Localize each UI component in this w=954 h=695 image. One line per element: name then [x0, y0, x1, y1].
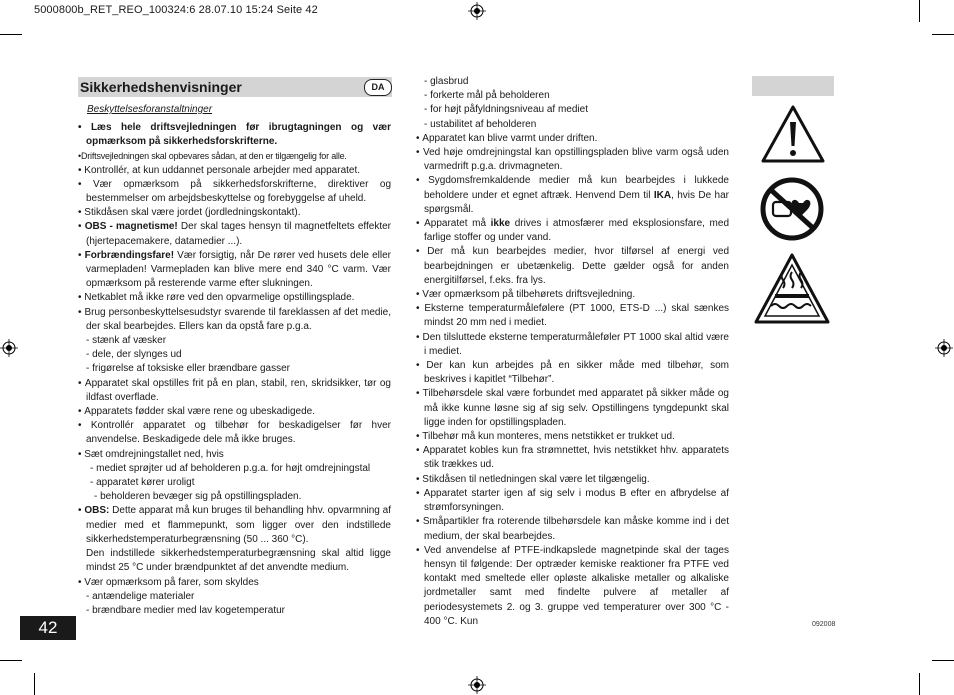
- list-item: • OBS: Dette apparat må kun bruges til behandling hhv. opvarmning af medier med et flammepunkt, som ligger over den indstillede sikkerhedstemperaturbegrænsning (50 ... 360 °C).: [78, 505, 391, 545]
- sub-item: - forkerte mål på beholderen: [424, 90, 550, 102]
- list-item: • Brug personbeskyttelsesudstyr svarende til fareklassen af det medie, der skal bearbejdes. Ellers kan da opstå fare p.g.a.: [78, 306, 392, 332]
- list-item: • Vær opmærksom på sikkerhedsforskrifterne, direktiver og bestemmelser om arbejdsbeskyttelse og forebyggelse af uheld.: [78, 178, 392, 205]
- list-item: • OBS - magnetisme! Der skal tages hensyn til magnetfeltets effekter (hjertepacemakere, datamedier ...).: [78, 221, 392, 247]
- registration-mark-icon: [935, 339, 953, 357]
- list-item: • Apparatet kobles kun fra strømnettet, hvis netstikket hhv. apparatets stik trækkes ud.: [416, 445, 729, 471]
- list-item: • Stikdåsen skal være jordet (jordledningskontakt).: [78, 207, 301, 219]
- list-item: • Kontrollér, at kun uddannet personale arbejder med apparatet.: [78, 164, 361, 176]
- list-item: • Forbrændingsfare! Vær forsigtig, når De rører ved husets dele eller varmepladen! Varmepladen kan blive mere end 340 °C varm. Vær opmærksom på resterende varme efter slukningen.: [78, 249, 391, 290]
- crop-mark: [0, 34, 22, 35]
- list-item: • Eksterne temperaturmålefølere (PT 1000, ETS-D ...) skal sænkes mindst 20 mm ned i mediet.: [416, 303, 730, 329]
- crop-mark: [932, 660, 954, 661]
- list-item: • Ved høje omdrejningstal kan opstillingspladen blive varm også uden varmedrift p.g.a. drivmagneten.: [416, 147, 729, 173]
- registration-mark-icon: [0, 339, 18, 357]
- warning-triangle-icon: [760, 104, 826, 164]
- sub-item: - beholderen bevæger sig på opstillingspladen.: [94, 491, 302, 503]
- sub-item: - apparatet kører uroligt: [90, 477, 195, 489]
- crop-mark: [0, 660, 22, 661]
- crop-mark: [932, 34, 954, 35]
- print-header: 5000800b_RET_REO_100324:6 28.07.10 15:24 Seite 42: [34, 4, 318, 16]
- section-title: Sikkerhedshenvisninger: [80, 79, 242, 95]
- side-header-bar: [752, 76, 834, 96]
- list-item: • Apparatet må ikke drives i atmosfærer med eksplosionsfare, med farlige stoffer og under vand.: [416, 218, 730, 244]
- list-item: • Vær opmærksom på tilbehørets driftsvejledning.: [416, 289, 636, 301]
- sub-item: - frigørelse af toksiske eller brændbare gasser: [86, 363, 290, 375]
- list-item: • Læs hele driftsvejledningen før ibrugtagningen og vær opmærksom på sikkerhedsforskrifterne.: [78, 122, 391, 148]
- left-column: [78, 121, 391, 618]
- list-item: • Ved anvendelse af PTFE-indkapslede magnetpinde skal der tages hensyn til følgende: Der optræder kemiske reaktioner fra PTFE ved kontakt med smeltede eller opløste alkaliske metaller og alkaliske jordmetaller samt med findelte pulvere af metaller af periodesystemets 2. og 3. gruppe ved temperaturer over 300 °C - 400 °C. Kun: [416, 544, 729, 627]
- crop-mark: [919, 0, 920, 22]
- sub-item: - stænk af væsker: [86, 335, 167, 347]
- list-item: • Apparatets fødder skal være rene og ubeskadigede.: [78, 406, 315, 418]
- registration-mark-icon: [468, 2, 486, 20]
- list-item: • Stikdåsen til netledningen skal være let tilgængelig.: [416, 473, 650, 485]
- right-column: [416, 75, 729, 629]
- list-item: • Kontrollér apparatet og tilbehør for beskadigelser før hver anvendelse. Beskadigede dele må ikke bruges.: [78, 420, 392, 446]
- sub-item: - mediet sprøjter ud af beholderen p.g.a. for højt omdrejningstal: [90, 462, 371, 474]
- list-item: • Tilbehør må kun monteres, mens netstikket er trukket ud.: [416, 431, 675, 443]
- list-item: • Apparatet kan blive varmt under driften.: [416, 132, 598, 144]
- sub-item: - brændbare medier med lav kogetemperatur: [86, 604, 285, 616]
- list-item: • Apparatet starter igen af sig selv i modus B efter en afbrydelse af strømforsyningen.: [416, 487, 730, 514]
- list-item: • Apparatet skal opstilles frit på en plan, stabil, ren, skridsikker, tør og ildfast overflade.: [78, 377, 391, 403]
- list-item: •Driftsvejledningen skal opbevares sådan, at den er tilgængelig for alle.: [78, 151, 347, 162]
- page-number: 42: [20, 616, 76, 640]
- document-code: 092008: [812, 621, 836, 628]
- list-item: • Der må kun bearbejdes medier, hvor tilførsel af energi ved bearbejdningen er ubetænkelig. Dette gælder også for anden energitilførsel, f.eks. fra lys.: [416, 246, 729, 286]
- list-item: • Der kan kun arbejdes på en sikker måde med tilbehør, som beskrives i kapitlet “Tilbehør”.: [416, 360, 730, 386]
- sub-item: - for højt påfyldningsniveau af mediet: [424, 104, 588, 116]
- list-item: • Sygdomsfremkaldende medier må kun bearbejdes i lukkede beholdere under et egnet aftræk. Henvend Dem til IKA, hvis De har spørgsmål.: [416, 175, 729, 215]
- registration-mark-icon: [468, 676, 486, 694]
- crop-mark: [919, 673, 920, 695]
- hot-surface-icon: [753, 252, 831, 326]
- sub-item: - ustabilitet af beholderen: [424, 118, 537, 130]
- language-badge: DA: [364, 79, 392, 96]
- list-item: • Sæt omdrejningstallet ned, hvis: [78, 448, 224, 460]
- subheading: Beskyttelsesforanstaltninger: [87, 104, 213, 115]
- sub-item: - antændelige materialer: [86, 590, 195, 602]
- list-item: • Vær opmærksom på farer, som skyldes: [78, 576, 259, 588]
- list-item: • Netkablet må ikke røre ved den opvarmelige opstillingsplade.: [78, 292, 355, 304]
- paragraph: Den indstillede sikkerhedstemperaturbegrænsning skal altid ligge mindst 25 °C under brændpunktet af det anvendte medium.: [86, 548, 391, 574]
- list-item: • Tilbehørsdele skal være forbundet med apparatet på sikker måde og må ikke kunne løsne sig af sig selv. Opstillingens tyngdepunkt skal ligge inden for opstillingspladen.: [416, 388, 729, 428]
- sub-item: - glasbrud: [424, 76, 469, 87]
- no-pacemaker-icon: [759, 176, 825, 242]
- crop-mark: [34, 673, 35, 695]
- list-item: • Småpartikler fra roterende tilbehørsdele kan måske komme ind i det medium, der skal bearbejdes.: [416, 516, 729, 542]
- list-item: • Den tilsluttede eksterne temperaturmåleføler PT 1000 skal altid være i mediet.: [416, 331, 729, 357]
- sub-item: - dele, der slynges ud: [86, 349, 182, 361]
